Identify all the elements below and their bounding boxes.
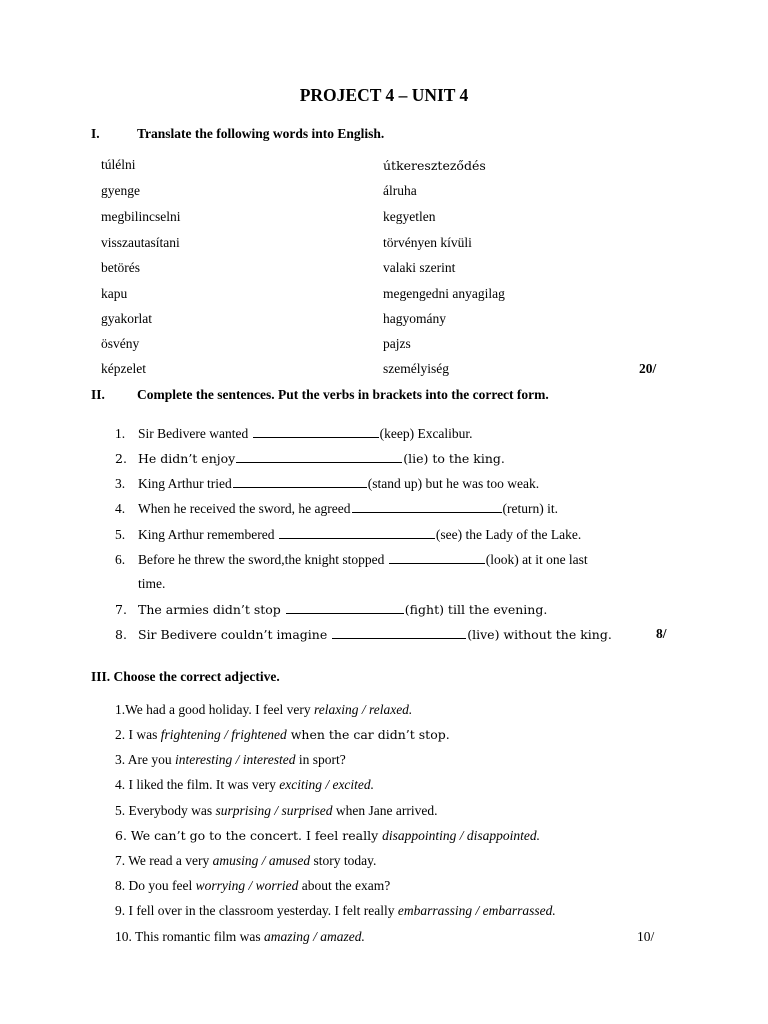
word-item: visszautasítani (101, 235, 180, 250)
answer-blank[interactable] (352, 500, 502, 513)
word-item: kapu (101, 286, 128, 301)
answer-blank[interactable] (389, 551, 485, 564)
page-title: PROJECT 4 – UNIT 4 (299, 85, 469, 105)
adjective-item: 8. Do you feel worrying / worried about the exam? (115, 878, 391, 893)
adjective-choice: worrying / worried (195, 878, 299, 893)
adjective-item: 7. We read a very amusing / amused story today. (115, 853, 377, 868)
adjective-choice: relaxing / relaxed. (313, 702, 413, 717)
answer-blank[interactable] (253, 425, 379, 438)
word-item: megbilincselni (101, 209, 181, 224)
sentence-item: 3. King Arthur tried (stand up) but he was too weak. (115, 476, 540, 491)
sentence-item: 8. Sir Bedivere couldn’t imagine (live) without the king. (115, 627, 612, 642)
adjective-choice: embarrassing / embarrassed. (397, 903, 556, 918)
section-2-number: II. (91, 387, 105, 402)
answer-blank[interactable] (236, 450, 402, 463)
section-2-heading: Complete the sentences. Put the verbs in brackets into the correct form. (137, 387, 549, 402)
word-item: megengedni anyagilag (383, 286, 505, 301)
section-3-score: 10/ (637, 929, 655, 944)
word-item: túlélni (101, 157, 136, 172)
sentence-item: 7. The armies didn’t stop (fight) till the evening. (115, 602, 548, 617)
section-1-number: I. (91, 126, 100, 141)
adjective-choice: amusing / amused (212, 853, 311, 868)
adjective-item: 3. Are you interesting / interested in sport? (115, 752, 346, 767)
word-item: ösvény (101, 336, 140, 351)
adjective-choice: frightening / frightened (160, 727, 287, 742)
answer-blank[interactable] (233, 475, 367, 488)
answer-blank[interactable] (279, 526, 435, 539)
word-item: álruha (383, 183, 417, 198)
section-3-heading: III. Choose the correct adjective. (91, 669, 280, 684)
adjective-item: 5. Everybody was surprising / surprised when Jane arrived. (115, 803, 438, 818)
word-item: pajzs (383, 336, 411, 351)
sentence-item: 6. Before he threw the sword,the knight stopped (look) at it one last (115, 552, 588, 567)
adjective-choice: interesting / interested (175, 752, 296, 767)
adjective-item: 4. I liked the film. It was very exciting / excited. (115, 777, 375, 792)
word-item: kegyetlen (383, 209, 436, 224)
sentence-item: 4. When he received the sword, he agreed (return) it. (115, 501, 559, 516)
adjective-choice: surprising / surprised (215, 803, 333, 818)
sentence-item: 5. King Arthur remembered (see) the Lady of the Lake. (115, 527, 582, 542)
word-item: személyiség (383, 361, 449, 376)
adjective-item: 6. We can’t go to the concert. I feel really disappointing / disappointed. (115, 828, 541, 843)
answer-blank[interactable] (286, 601, 404, 614)
word-item: valaki szerint (383, 260, 456, 275)
adjective-item: 2. I was frightening / frightened when the car didn’t stop. (115, 727, 450, 742)
word-item: betörés (101, 260, 140, 275)
section-2-score: 8/ (656, 626, 667, 641)
sentence-item: 1. Sir Bedivere wanted (keep) Excalibur. (115, 426, 473, 441)
adjective-choice: disappointing / disappointed. (382, 828, 541, 843)
adjective-item: 9. I fell over in the classroom yesterday. I felt really embarrassing / embarrassed. (115, 903, 556, 918)
word-item: törvényen kívüli (383, 235, 472, 250)
adjective-choice: exciting / excited. (279, 777, 375, 792)
adjective-item: 10. This romantic film was amazing / amazed. (115, 929, 365, 944)
word-item: képzelet (101, 361, 146, 376)
adjective-choice: amazing / amazed. (263, 929, 365, 944)
section-1-score: 20/ (639, 361, 657, 376)
word-item: gyenge (101, 183, 140, 198)
adjective-item: 1.We had a good holiday. I feel very relaxing / relaxed. (115, 702, 413, 717)
sentence-continuation: time. (138, 576, 166, 591)
answer-blank[interactable] (332, 626, 466, 639)
sentence-item: 2. He didn’t enjoy (lie) to the king. (115, 451, 505, 466)
word-item: gyakorlat (101, 311, 152, 326)
word-item: hagyomány (383, 311, 446, 326)
section-1-heading: Translate the following words into English. (137, 126, 385, 141)
word-item: útkereszteződés (383, 158, 486, 173)
